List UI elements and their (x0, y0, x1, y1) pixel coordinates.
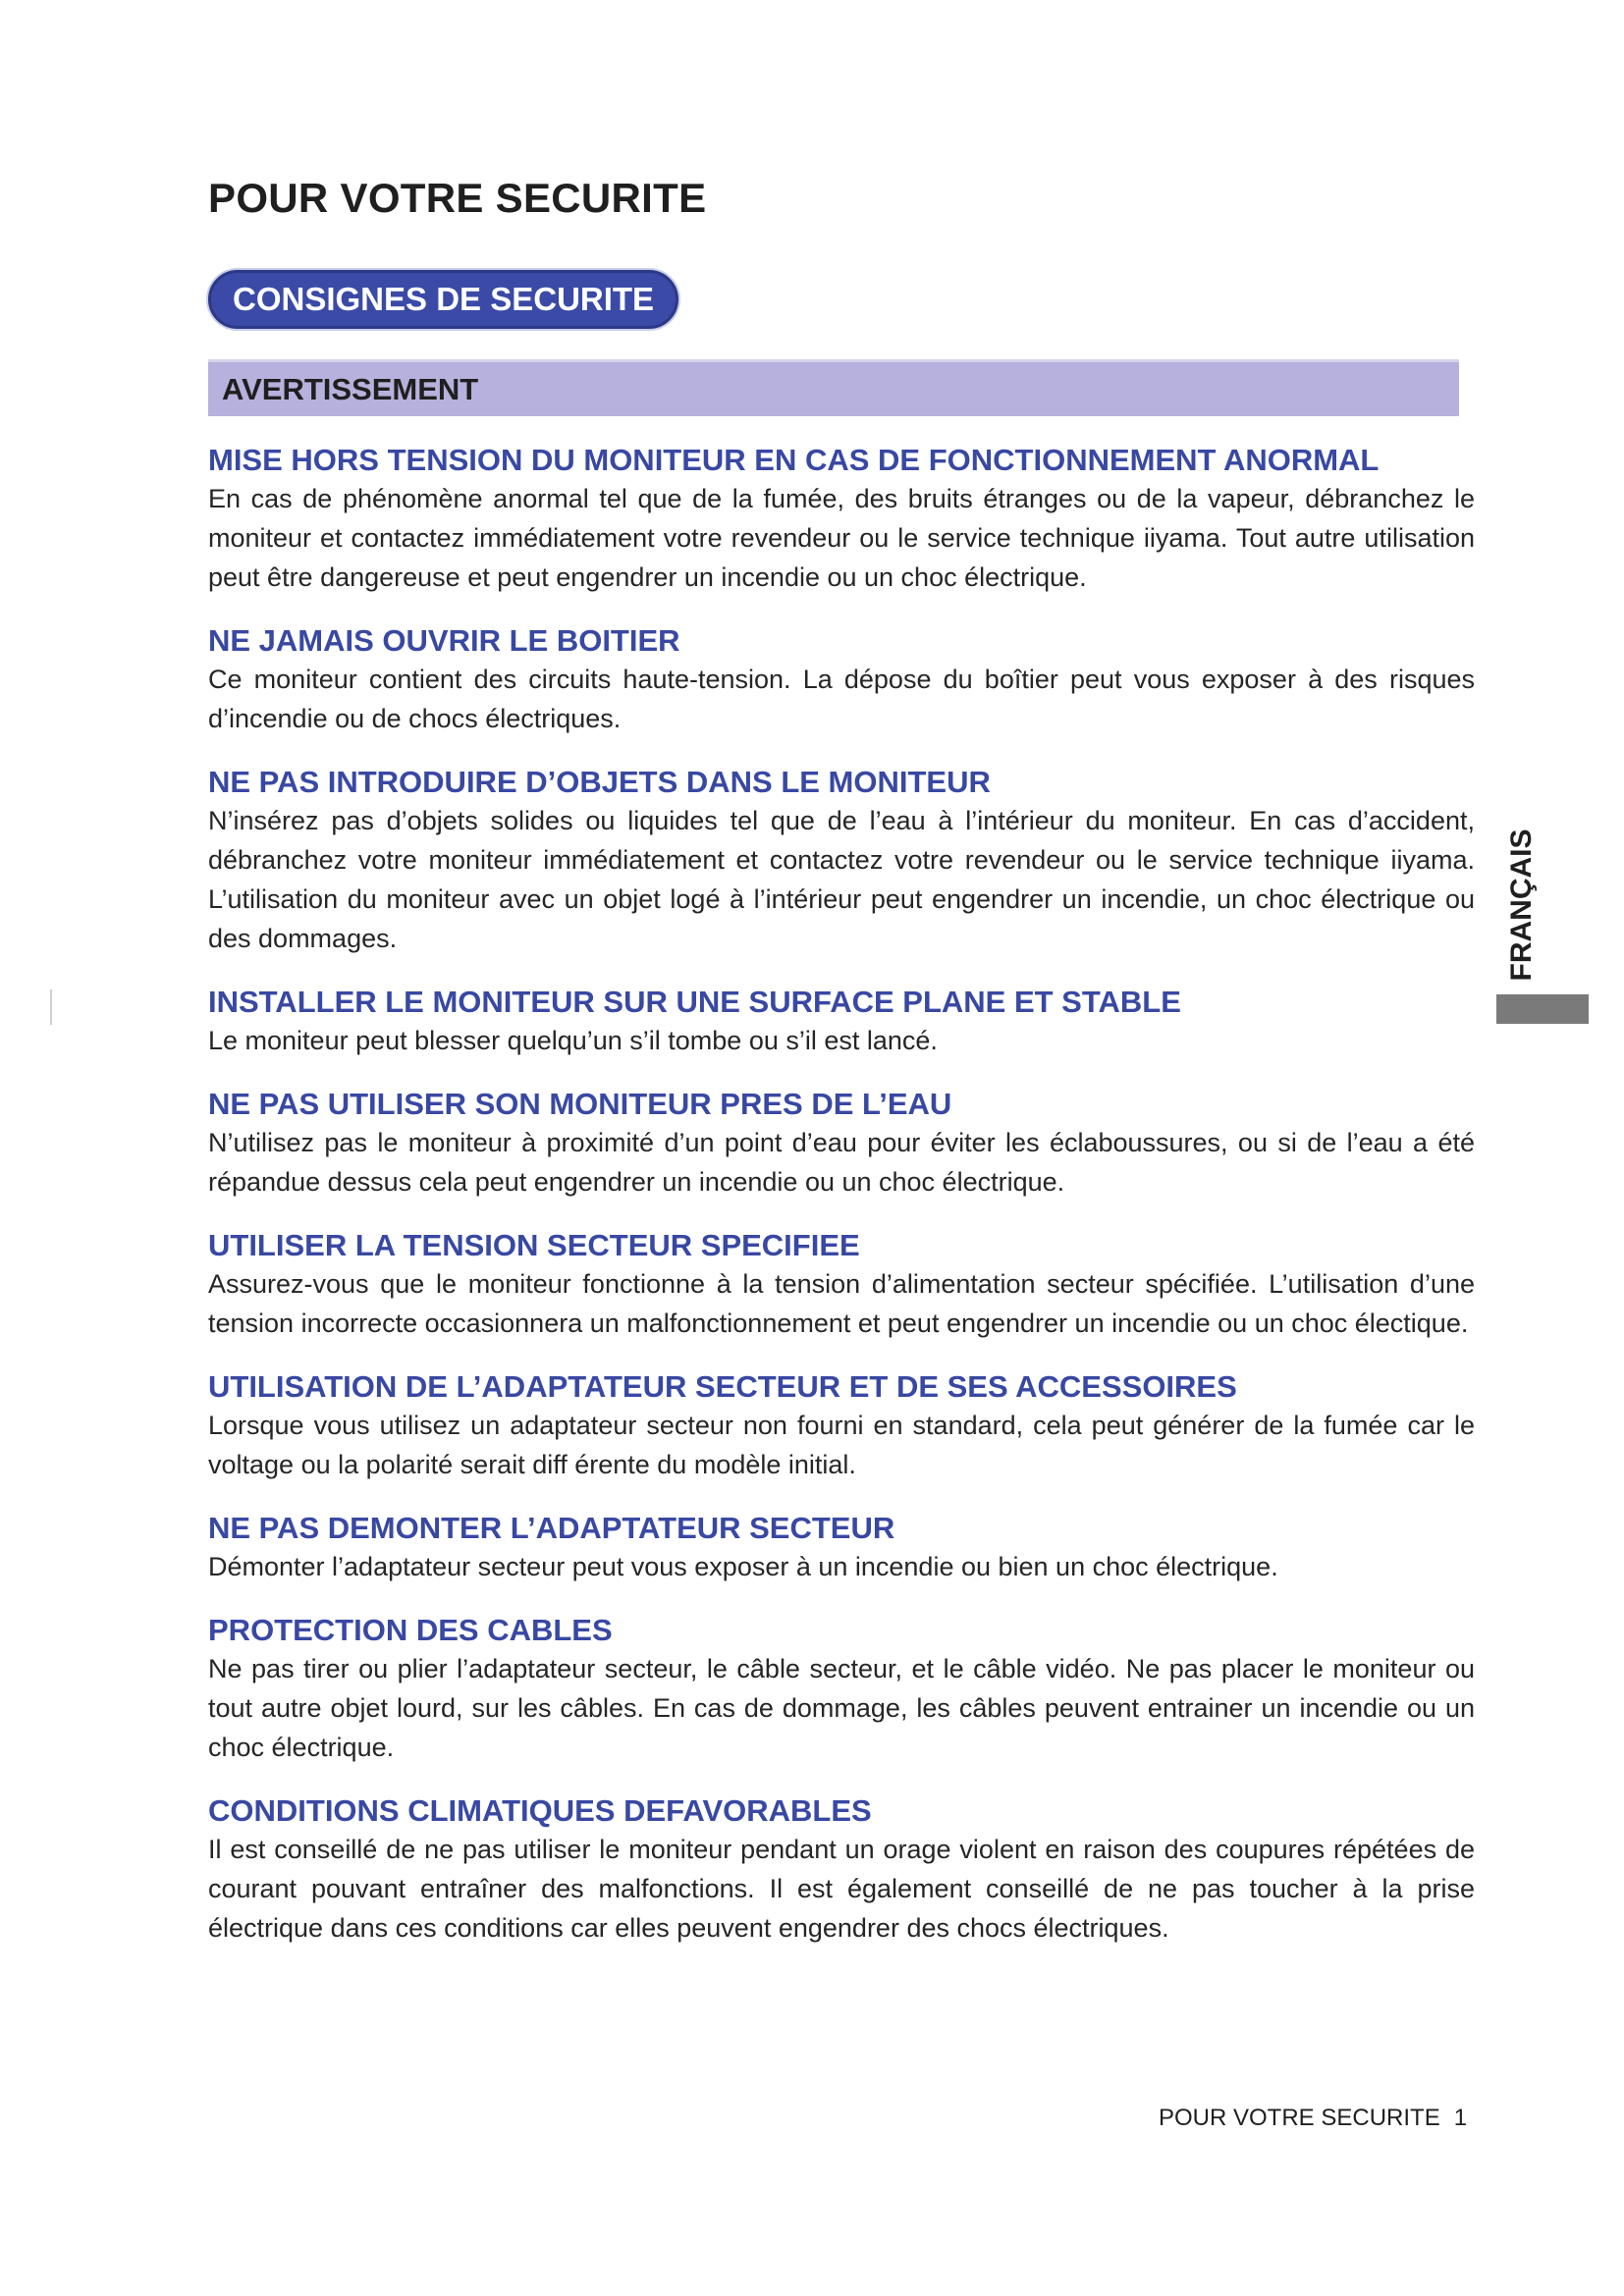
safety-item-text: Lorsque vous utilisez un adaptateur secteur non fourni en standard, cela peut générer de la fumée car le voltage ou la polarité serait diff érente du modèle initial. (208, 1411, 1475, 1479)
safety-item (208, 622, 1475, 738)
safety-item-heading: MISE HORS TENSION DU MONITEUR EN CAS DE FONCTIONNEMENT ANORMAL (208, 443, 1380, 477)
safety-item (208, 764, 1475, 958)
safety-item (208, 1510, 1475, 1586)
safety-item (208, 1792, 1475, 1948)
safety-item-heading: INSTALLER LE MONITEUR SUR UNE SURFACE PLANE ET STABLE (208, 985, 1181, 1019)
language-tab (1492, 817, 1551, 993)
safety-item-heading: CONDITIONS CLIMATIQUES DEFAVORABLES (208, 1793, 872, 1828)
safety-item-heading: UTILISATION DE L’ADAPTATEUR SECTEUR ET DE SES ACCESSOIRES (208, 1369, 1237, 1404)
page-footer (1159, 2105, 1467, 2132)
safety-item-heading: NE PAS DEMONTER L’ADAPTATEUR SECTEUR (208, 1511, 895, 1545)
safety-item-text: Le moniteur peut blesser quelqu’un s’il tombe ou s’il est lancé. (208, 1026, 938, 1055)
safety-item-heading: NE PAS INTRODUIRE D’OBJETS DANS LE MONITEUR (208, 765, 991, 799)
safety-item-heading: PROTECTION DES CABLES (208, 1613, 613, 1647)
safety-item-text: En cas de phénomène anormal tel que de la fumée, des bruits étranges ou de la vapeur, débranchez le moniteur et contactez immédiatement votre revendeur ou le service technique iiyama. Tout autre utilisation peut être dangereuse et peut engendrer un incendie ou un choc électrique. (208, 484, 1475, 592)
safety-item-text: N’insérez pas d’objets solides ou liquides tel que de l’eau à l’intérieur du moniteur. En cas d’accident, débranchez votre moniteur immédiatement et contactez votre revendeur ou le service technique iiyama. L’utilisation du moniteur avec un objet logé à l’intérieur peut engendrer un incendie, un choc électrique ou des dommages. (208, 806, 1475, 953)
margin-mark (50, 989, 52, 1025)
safety-item-heading: NE JAMAIS OUVRIR LE BOITIER (208, 623, 680, 658)
safety-item (208, 1368, 1475, 1484)
safety-item-text: Ne pas tirer ou plier l’adaptateur secteur, le câble secteur, et le câble vidéo. Ne pas placer le moniteur ou tout autre objet lourd, sur les câbles. En cas de dommage, les câbles peuvent entrainer un incendie ou un choc électrique. (208, 1654, 1475, 1762)
footer-label: POUR VOTRE SECURITE (1159, 2105, 1440, 2131)
safety-item (208, 984, 1475, 1060)
section-pill: CONSIGNES DE SECURITE (208, 270, 678, 329)
safety-item-text: Assurez-vous que le moniteur fonctionne à la tension d’alimentation secteur spécifiée. L’utilisation d’une tension incorrecte occasionnera un malfonctionnement et peut engendrer un incendie ou un choc électique. (208, 1269, 1475, 1338)
safety-item (208, 1227, 1475, 1343)
safety-item (208, 1086, 1475, 1201)
safety-item-heading: UTILISER LA TENSION SECTEUR SPECIFIEE (208, 1228, 860, 1262)
safety-item-text: Il est conseillé de ne pas utiliser le moniteur pendant un orage violent en raison des coupures répétées de courant pouvant entraîner des malfonctions. Il est également conseillé de ne pas toucher à la prise électrique dans ces conditions car elles peuvent engendrer des chocs électriques. (208, 1835, 1475, 1943)
safety-item (208, 1612, 1475, 1767)
language-tab-marker (1496, 994, 1589, 1024)
safety-item-text: Démonter l’adaptateur secteur peut vous exposer à un incendie ou bien un choc électrique. (208, 1552, 1278, 1581)
safety-item-text: Ce moniteur contient des circuits haute-tension. La dépose du boîtier peut vous exposer à des risques d’incendie ou de chocs électriques. (208, 665, 1475, 733)
safety-sections (208, 442, 1475, 1973)
page-number: 1 (1453, 2105, 1468, 2131)
safety-item (208, 442, 1475, 597)
page-title: POUR VOTRE SECURITE (208, 175, 707, 221)
safety-item-text: N’utilisez pas le moniteur à proximité d’un point d’eau pour éviter les éclaboussures, ou si de l’eau a été répandue dessus cela peut engendrer un incendie ou un choc électrique. (208, 1128, 1475, 1197)
language-tab-label: FRANÇAIS (1505, 828, 1538, 982)
warning-banner: AVERTISSEMENT (208, 359, 1459, 416)
safety-item-heading: NE PAS UTILISER SON MONITEUR PRES DE L’EAU (208, 1087, 952, 1121)
